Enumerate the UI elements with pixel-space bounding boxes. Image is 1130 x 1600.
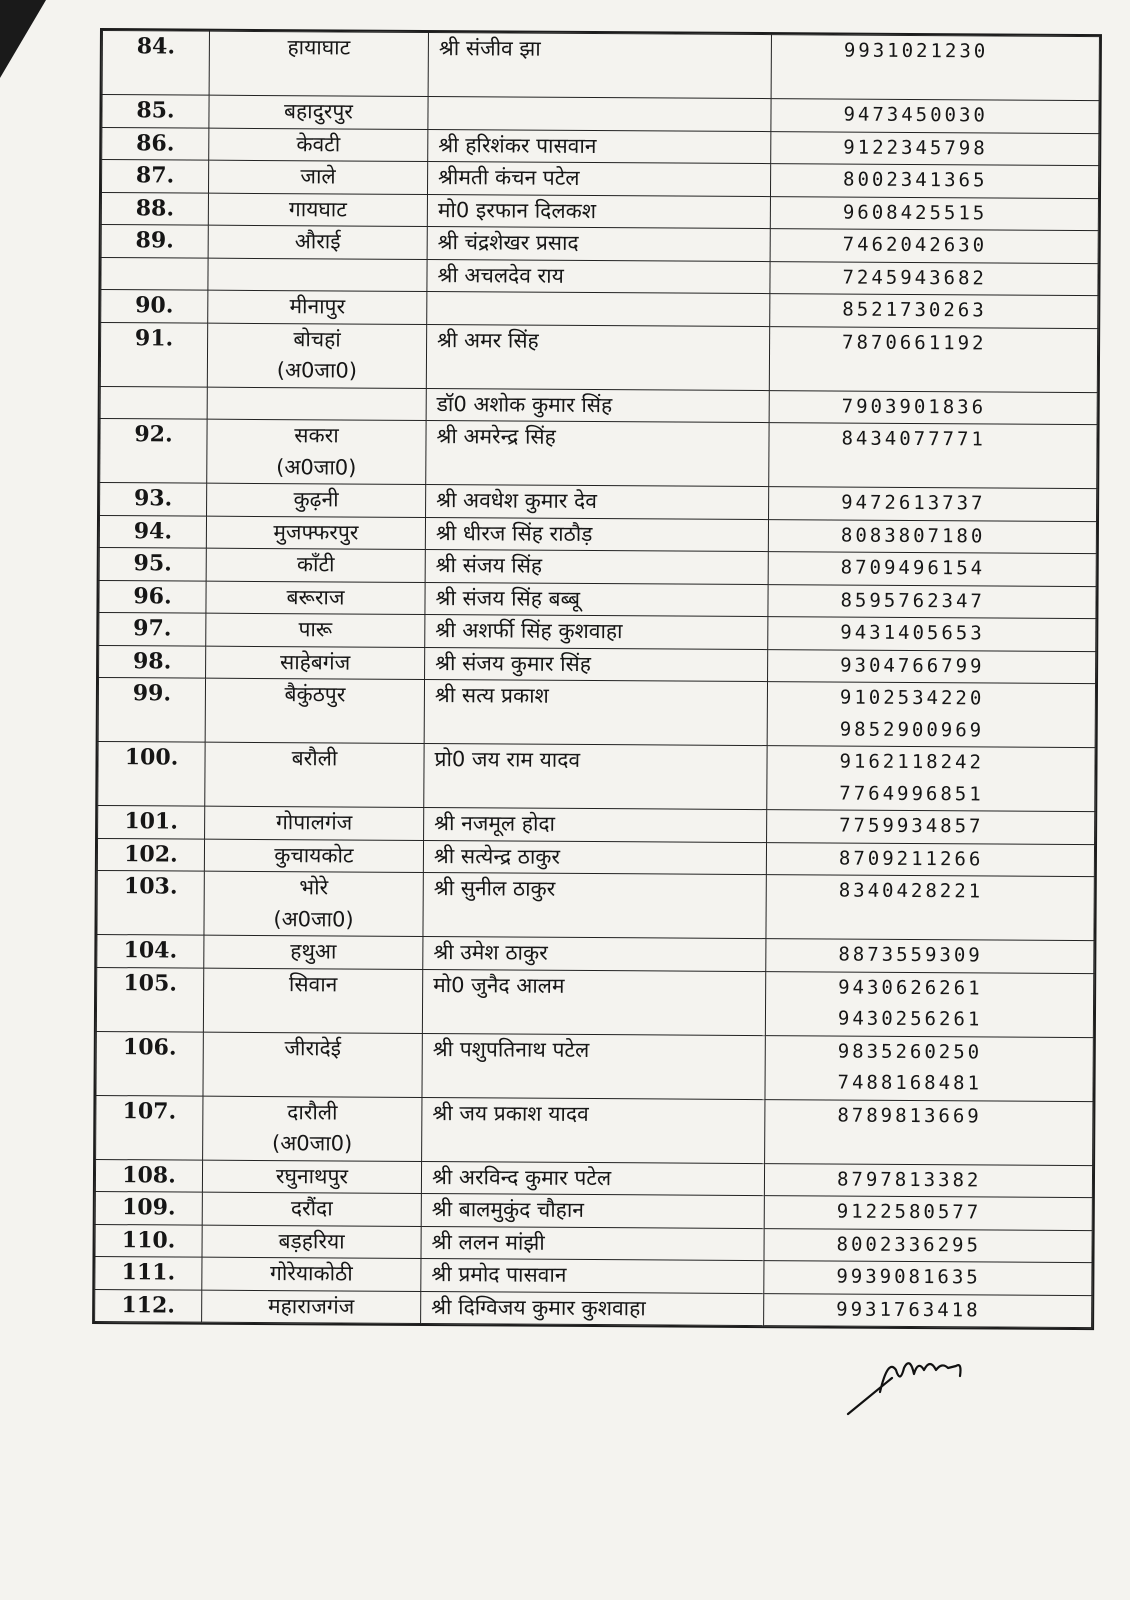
constituency-cell [206, 548, 425, 582]
constituency-name: (अ0जा0) [272, 1131, 353, 1156]
phone-number: 7903901836 [841, 395, 987, 418]
phone-number: 9430626261 [838, 976, 983, 999]
serial-number-cell: 110. [95, 1224, 202, 1257]
serial-number-cell: 101. [98, 806, 205, 839]
member-name-cell: श्री प्रमोद पासवान [421, 1258, 764, 1293]
constituency-name: मीनापुर [289, 294, 346, 319]
phone-cell [771, 131, 1099, 166]
serial-number-cell: 89. [101, 225, 208, 258]
phone-number: 9162118242 [839, 750, 984, 774]
constituency-cell [205, 742, 424, 807]
constituency-cell [202, 1257, 421, 1291]
serial-number-cell: 99. [98, 678, 205, 743]
phone-cell [770, 294, 1098, 329]
phone-number: 8434077771 [841, 427, 986, 451]
constituency-name: बैकुंठपुर [284, 682, 346, 707]
table-row [102, 31, 1099, 101]
constituency-name: कुढ़नी [293, 487, 339, 512]
member-name-cell: श्री संजय कुमार सिंह [425, 647, 768, 682]
serial-number-cell: 103. [97, 870, 204, 935]
member-name-cell: श्री संजय सिंह बब्बू [425, 582, 768, 617]
constituency-name: दरौंदा [290, 1196, 333, 1221]
phone-cell [764, 1293, 1092, 1328]
constituency-cell [205, 806, 424, 840]
phone-cell [767, 746, 1095, 812]
phone-number: 9473450030 [843, 103, 988, 127]
serial-number-cell: 111. [95, 1256, 202, 1289]
constituency-cell [208, 258, 427, 292]
phone-number: 8709211266 [838, 847, 984, 870]
table-row [96, 1031, 1093, 1101]
phone-cell [770, 196, 1098, 231]
member-name-cell: श्री हरिशंकर पासवान [428, 129, 771, 164]
constituency-cell [207, 323, 426, 388]
member-name-cell: श्री धीरज सिंह राठौड़ [425, 517, 768, 552]
table-row [95, 1289, 1092, 1328]
constituency-cell [204, 871, 423, 936]
phone-cell [770, 229, 1098, 264]
constituency-name: हायाघाट [287, 35, 351, 60]
phone-number: 8002341365 [843, 168, 988, 192]
member-name-cell: श्री सुनील ठाकुर [423, 872, 766, 938]
phone-number: 9939081635 [836, 1265, 981, 1289]
mla-contact-table [92, 28, 1102, 1330]
constituency-cell [208, 160, 427, 194]
member-name-cell: श्री बालमुकुंद चौहान [421, 1193, 764, 1228]
member-name-cell: श्रीमती कंचन पटेल [427, 162, 770, 197]
member-name-cell: श्री संजय सिंह [425, 549, 768, 584]
phone-number: 7462042630 [842, 233, 988, 257]
constituency-cell [207, 483, 426, 517]
phone-cell [770, 164, 1098, 199]
constituency-cell [202, 1160, 421, 1194]
phone-number: 8340428221 [838, 879, 984, 903]
serial-number-cell: 112. [95, 1289, 202, 1322]
phone-number: 7870661192 [842, 331, 987, 354]
phone-number: 9431405653 [840, 621, 985, 645]
phone-number: 9852900969 [839, 718, 985, 741]
member-name-cell: मो0 इरफान दिलकश [427, 194, 770, 229]
serial-number-cell: 109. [95, 1191, 202, 1224]
constituency-name: (अ0जा0) [276, 358, 358, 383]
phone-number: 9102534220 [839, 686, 985, 710]
handwritten-signature [840, 1340, 980, 1420]
phone-cell [769, 487, 1097, 522]
constituency-name: पारू [298, 617, 333, 642]
serial-number-cell: 90. [101, 290, 208, 323]
phone-cell [766, 875, 1094, 941]
constituency-name [208, 387, 426, 388]
phone-cell [764, 1163, 1092, 1198]
constituency-name: मुजफ्फरपुर [273, 519, 359, 545]
constituency-cell [202, 1290, 421, 1324]
phone-cell [766, 939, 1094, 974]
phone-cell [768, 584, 1096, 619]
constituency-name [209, 258, 427, 259]
phone-number: 9608425515 [842, 201, 988, 224]
constituency-cell [204, 839, 423, 873]
member-name-cell: श्री अशर्फी सिंह कुशवाहा [425, 614, 768, 649]
serial-number-cell: 95. [99, 548, 206, 581]
constituency-name: गोपालगंज [275, 810, 353, 835]
phone-number: 8709496154 [840, 556, 986, 580]
serial-number-cell: 84. [102, 31, 209, 96]
constituency-cell [207, 419, 426, 484]
phone-cell [764, 1196, 1092, 1231]
phone-cell [765, 1099, 1093, 1165]
constituency-cell [205, 678, 424, 743]
phone-number: 8595762347 [840, 589, 985, 612]
constituency-name: बहादुरपुर [284, 99, 353, 124]
member-name-cell: श्री सत्य प्रकाश [424, 679, 767, 745]
phone-number: 8002336295 [836, 1233, 982, 1256]
constituency-name: सिवान [288, 971, 338, 996]
serial-number-cell: 88. [101, 192, 208, 225]
phone-number: 9122345798 [843, 136, 988, 159]
phone-cell [769, 423, 1097, 489]
constituency-cell [202, 1225, 421, 1259]
constituency-name: जीरादेई [284, 1035, 342, 1060]
constituency-name: महाराजगंज [268, 1293, 355, 1319]
member-name-cell: श्री दिग्विजय कुमार कुशवाहा [421, 1291, 764, 1326]
serial-number-cell: 106. [96, 1031, 203, 1096]
serial-number-cell: 93. [100, 483, 207, 516]
phone-number: 9430256261 [837, 1007, 983, 1031]
phone-number: 8789813669 [837, 1104, 982, 1127]
member-name-cell: प्रो0 जय राम यादव [424, 743, 767, 809]
serial-number-cell: 105. [96, 967, 203, 1032]
phone-cell [768, 649, 1096, 684]
phone-number: 9304766799 [840, 654, 985, 677]
member-name-cell: डॉ0 अशोक कुमार सिंह [426, 388, 769, 423]
phone-cell [769, 326, 1097, 392]
serial-number-cell: 94. [99, 515, 206, 548]
constituency-cell [206, 613, 425, 647]
constituency-cell [202, 1192, 421, 1226]
member-name-cell: श्री संजीव झा [428, 33, 771, 99]
constituency-name: (अ0जा0) [273, 906, 354, 932]
constituency-name: भोरे [299, 875, 329, 900]
constituency-name: हथुआ [290, 939, 337, 964]
constituency-cell [206, 581, 425, 615]
constituency-name: दारौली [287, 1099, 338, 1124]
scan-corner-shadow [0, 0, 46, 78]
constituency-name: जाले [300, 164, 336, 189]
constituency-name: काँटी [296, 552, 335, 577]
serial-number-cell: 107. [96, 1095, 203, 1160]
constituency-name: बड़हरिया [278, 1228, 345, 1254]
serial-number-cell: 108. [95, 1159, 202, 1192]
member-name-cell: श्री उमेश ठाकुर [423, 936, 766, 971]
phone-number: 7488168481 [837, 1071, 983, 1095]
constituency-cell [203, 968, 422, 1033]
table-row [98, 678, 1095, 748]
table-row [96, 1095, 1093, 1165]
phone-number: 9931021230 [843, 39, 989, 63]
constituency-cell [208, 225, 427, 259]
phone-number: 8083807180 [840, 524, 986, 547]
phone-cell [764, 1261, 1092, 1296]
constituency-cell [208, 193, 427, 227]
phone-number: 8521730263 [842, 298, 987, 322]
phone-cell [766, 842, 1094, 877]
table-row [96, 967, 1093, 1037]
constituency-cell [204, 935, 423, 969]
constituency-cell [206, 516, 425, 550]
constituency-cell [207, 387, 426, 421]
constituency-cell [203, 1032, 422, 1097]
member-name-cell: श्री नजमूल होदा [424, 807, 767, 842]
serial-number-cell: 104. [97, 934, 204, 967]
member-name-cell: श्री अवधेश कुमार देव [426, 484, 769, 519]
phone-cell [767, 810, 1095, 845]
constituency-cell [203, 1096, 422, 1161]
phone-number: 9835260250 [837, 1040, 983, 1063]
member-name-cell [427, 292, 770, 327]
member-name-cell: श्री अरविन्द कुमार पटेल [421, 1161, 764, 1196]
table-row [97, 870, 1094, 940]
phone-cell [770, 261, 1098, 296]
phone-cell [771, 99, 1099, 134]
constituency-cell [209, 128, 428, 162]
phone-cell [771, 35, 1099, 101]
constituency-cell [208, 290, 427, 324]
constituency-name: सकरा [294, 423, 339, 448]
phone-number: 9472613737 [841, 491, 986, 515]
serial-number-cell: 91. [100, 322, 207, 387]
constituency-cell [209, 31, 428, 96]
member-name-cell: श्री अचलदेव राय [427, 259, 770, 294]
member-name-cell: श्री अमरेन्द्र सिंह [426, 420, 769, 486]
serial-number-cell: 97. [99, 613, 206, 646]
member-name-cell [428, 97, 771, 132]
constituency-name: (अ0जा0) [276, 454, 357, 480]
serial-number-cell: 102. [97, 838, 204, 871]
serial-number-cell: 85. [102, 95, 209, 128]
constituency-name: गायघाट [288, 196, 347, 222]
member-name-cell: मो0 जुनैद आलम [422, 969, 765, 1035]
phone-cell [769, 390, 1097, 425]
constituency-name: केवटी [296, 131, 341, 156]
member-name-cell: श्री ललन मांझी [421, 1226, 764, 1261]
constituency-name: बरौली [291, 746, 338, 771]
constituency-name: बोचहां [293, 326, 341, 351]
constituency-name: औराई [294, 229, 341, 254]
serial-number-cell [101, 257, 208, 290]
serial-number-cell: 92. [100, 419, 207, 484]
constituency-cell [209, 95, 428, 129]
member-name-cell: श्री पशुपतिनाथ पटेल [422, 1033, 765, 1099]
phone-number: 9931763418 [836, 1298, 981, 1321]
table-row [100, 419, 1097, 489]
serial-number-cell: 87. [101, 160, 208, 193]
serial-number-cell: 96. [99, 580, 206, 613]
phone-cell [765, 971, 1093, 1037]
phone-cell [765, 1035, 1093, 1101]
phone-cell [768, 617, 1096, 652]
phone-number: 7759934857 [839, 814, 984, 838]
table-row [100, 322, 1097, 392]
constituency-name: कुचायकोट [274, 842, 354, 868]
serial-number-cell [100, 386, 207, 419]
member-name-cell: श्री चंद्रशेखर प्रसाद [427, 227, 770, 262]
serial-number-cell: 100. [98, 742, 205, 807]
constituency-name: रघुनाथपुर [275, 1163, 349, 1189]
phone-cell [768, 519, 1096, 554]
phone-cell [768, 552, 1096, 587]
member-name-cell: श्री सत्येन्द्र ठाकुर [423, 840, 766, 875]
phone-cell [764, 1228, 1092, 1263]
member-name-cell: श्री अमर सिंह [426, 324, 769, 390]
table-row [98, 742, 1095, 812]
constituency-name: साहेबगंज [279, 649, 351, 675]
serial-number-cell: 86. [102, 127, 209, 160]
constituency-cell [206, 646, 425, 680]
table-body [95, 31, 1100, 1328]
phone-number: 8873559309 [838, 943, 983, 967]
phone-number: 7245943682 [842, 266, 987, 289]
serial-number-cell: 98. [99, 645, 206, 678]
phone-cell [767, 682, 1095, 748]
member-name-cell: श्री जय प्रकाश यादव [422, 1097, 765, 1163]
phone-number: 7764996851 [839, 782, 984, 805]
phone-number: 9122580577 [836, 1200, 982, 1224]
constituency-name: गोरेयाकोठी [269, 1261, 353, 1286]
constituency-name: बरूराज [286, 584, 345, 610]
phone-number: 8797813382 [836, 1168, 982, 1191]
